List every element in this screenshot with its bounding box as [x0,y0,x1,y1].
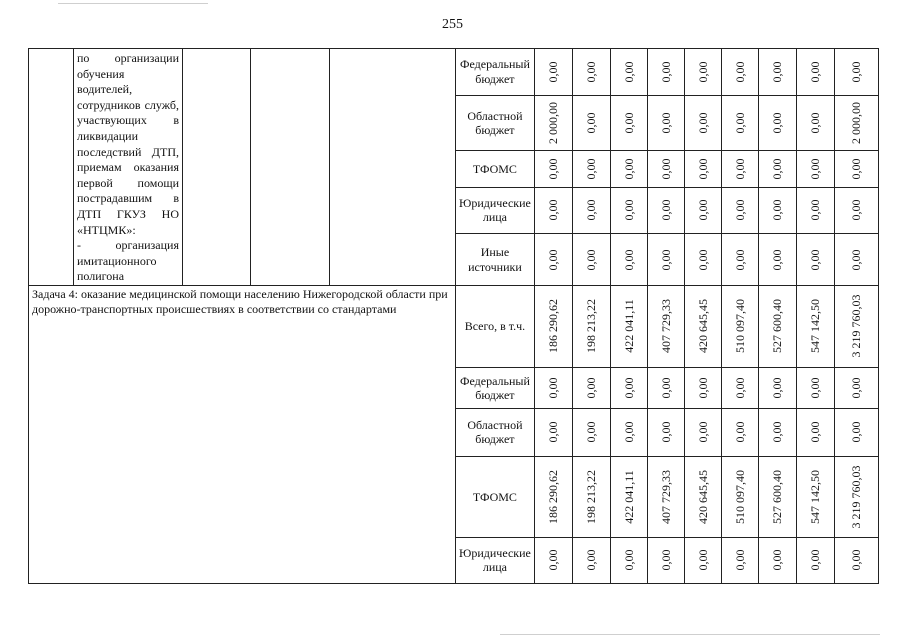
value-text: 0,00 [808,377,823,399]
value-text: 0,00 [770,549,785,571]
value-cell [534,95,572,151]
value-cell [834,367,878,408]
value-text: 407 729,33 [658,469,673,524]
funding-source-cell [456,285,535,367]
funding-source-label: Юридические лица [459,196,531,225]
value-cell [647,187,684,234]
empty-cell [183,49,251,286]
value-cell [834,285,878,367]
value-text: 0,00 [808,112,823,134]
value-text: 422 041,11 [621,470,636,524]
value-cell [721,456,758,537]
value-cell [721,187,758,234]
value-cell [572,49,610,96]
value-cell [758,95,796,151]
value-text: 420 645,45 [695,469,710,524]
value-cell [758,49,796,96]
value-cell [758,456,796,537]
value-cell [721,367,758,408]
funding-source-label: Юридические лица [459,546,531,575]
value-text: 0,00 [849,199,864,221]
value-text: 0,00 [546,421,561,443]
value-cell [758,285,796,367]
value-cell [610,285,647,367]
value-cell [758,367,796,408]
value-text: 0,00 [695,249,710,271]
value-cell [758,187,796,234]
value-text: 422 041,11 [621,299,636,354]
value-text: 0,00 [808,421,823,443]
value-text: 527 600,40 [770,469,785,524]
funding-source-cell [456,187,535,234]
value-cell [721,285,758,367]
value-cell [647,456,684,537]
funding-source-label: Областной бюджет [467,108,523,137]
value-text: 0,00 [621,61,636,83]
value-cell [721,49,758,96]
value-cell [534,537,572,583]
value-cell [572,367,610,408]
value-text: 0,00 [732,199,747,221]
value-text: 0,00 [621,421,636,443]
value-cell [684,95,721,151]
value-cell [610,151,647,187]
funding-source-label: Федеральный бюджет [459,373,530,402]
value-text: 0,00 [584,549,599,571]
value-text: 547 142,50 [808,469,823,524]
value-cell [534,456,572,537]
value-cell [534,367,572,408]
page-number: 255 [442,17,463,32]
table-row [29,49,879,96]
value-text: 3 219 760,03 [849,465,864,529]
value-cell [534,187,572,234]
value-text: 0,00 [808,61,823,83]
value-cell [647,367,684,408]
value-text: 0,00 [770,112,785,134]
value-cell [647,285,684,367]
value-text: 0,00 [770,61,785,83]
value-cell [647,234,684,286]
value-cell [834,456,878,537]
value-text: 0,00 [546,249,561,271]
value-cell [684,537,721,583]
value-cell [758,537,796,583]
value-cell [647,151,684,187]
value-cell [758,151,796,187]
funding-source-cell [456,456,535,537]
value-text: 198 213,22 [584,299,599,354]
value-cell [647,537,684,583]
value-cell [721,151,758,187]
value-cell [572,408,610,456]
value-text: 0,00 [584,377,599,399]
value-text: 510 097,40 [732,299,747,354]
value-text: 0,00 [658,249,673,271]
empty-cell [29,49,74,286]
funding-source-cell [456,537,535,583]
value-cell [721,408,758,456]
value-cell [534,49,572,96]
value-text: 0,00 [658,112,673,134]
value-text: 0,00 [770,421,785,443]
value-text: 2 000,00 [546,101,561,144]
value-cell [834,408,878,456]
value-text: 510 097,40 [732,469,747,524]
value-text: 0,00 [808,158,823,180]
value-cell [834,234,878,286]
value-text: 0,00 [621,377,636,399]
value-cell [572,95,610,151]
value-cell [796,537,834,583]
value-text: 2 000,00 [849,101,864,144]
value-cell [572,285,610,367]
value-text: 0,00 [658,61,673,83]
value-text: 0,00 [732,549,747,571]
value-text: 0,00 [546,377,561,399]
funding-source-cell [456,95,535,151]
value-text: 0,00 [849,549,864,571]
value-text: 0,00 [770,377,785,399]
value-cell [796,151,834,187]
value-text: 0,00 [584,249,599,271]
value-text: 0,00 [849,249,864,271]
empty-cell [330,49,456,286]
value-text: 0,00 [695,549,710,571]
value-cell [684,367,721,408]
value-text: 0,00 [849,158,864,180]
value-text: 0,00 [658,421,673,443]
value-text: 0,00 [770,249,785,271]
value-text: 0,00 [732,249,747,271]
value-cell [534,151,572,187]
value-cell [796,367,834,408]
value-text: 0,00 [808,199,823,221]
value-cell [534,285,572,367]
value-cell [684,151,721,187]
value-cell [534,234,572,286]
value-text: 0,00 [695,421,710,443]
value-cell [610,408,647,456]
value-cell [796,49,834,96]
value-text: 0,00 [732,421,747,443]
value-text: 547 142,50 [808,299,823,354]
value-cell [796,408,834,456]
value-cell [684,49,721,96]
value-text: 0,00 [584,158,599,180]
value-text: 420 645,45 [695,299,710,354]
value-text: 0,00 [584,61,599,83]
value-text: 0,00 [695,199,710,221]
value-cell [684,456,721,537]
funding-source-label: Федеральный бюджет [459,57,530,86]
value-cell [796,187,834,234]
value-text: 0,00 [584,199,599,221]
value-text: 186 290,62 [546,299,561,354]
value-cell [647,49,684,96]
value-cell [684,408,721,456]
value-cell [572,537,610,583]
value-cell [834,537,878,583]
value-text: 0,00 [770,199,785,221]
value-text: 0,00 [695,112,710,134]
value-cell [684,234,721,286]
value-cell [572,456,610,537]
value-cell [721,234,758,286]
value-cell [534,408,572,456]
funding-source-cell [456,367,535,408]
value-cell [572,151,610,187]
value-cell [834,49,878,96]
value-text: 0,00 [546,158,561,180]
value-cell [684,187,721,234]
value-cell [610,234,647,286]
funding-source-label: Иные источники [468,245,522,274]
value-text: 0,00 [658,377,673,399]
budget-table [28,48,879,584]
value-text: 0,00 [546,549,561,571]
value-text: 0,00 [849,377,864,399]
value-cell [796,285,834,367]
value-cell [721,95,758,151]
value-text: 0,00 [621,199,636,221]
value-cell [610,456,647,537]
value-text: 0,00 [546,61,561,83]
value-text: 527 600,40 [770,299,785,354]
value-text: 186 290,62 [546,469,561,524]
value-text: 198 213,22 [584,469,599,524]
value-text: 0,00 [584,421,599,443]
value-cell [758,234,796,286]
value-text: 0,00 [621,158,636,180]
value-cell [684,285,721,367]
value-cell [610,95,647,151]
value-text: 0,00 [658,158,673,180]
funding-source-cell [456,408,535,456]
value-text: 0,00 [849,421,864,443]
funding-source-label: ТФОМС [472,489,517,504]
value-cell [610,367,647,408]
empty-cell [251,49,330,286]
value-text: 0,00 [808,549,823,571]
value-text: 0,00 [732,377,747,399]
value-text: 407 729,33 [658,299,673,354]
value-text: 0,00 [770,158,785,180]
table-row [29,285,879,367]
value-text: 0,00 [546,199,561,221]
value-cell [572,234,610,286]
funding-source-label: ТФОМС [472,161,517,176]
measure-description: по организации обучения водителей, сотрудников служб, участвующих в ликвидации последствий ДТП, приемам оказания первой помощи пострадавшим в ДТП ГКУЗ НО «НТЦМК»: - организация имитационного полигона [74,49,183,286]
value-cell [758,408,796,456]
value-cell [834,187,878,234]
value-text: 0,00 [621,112,636,134]
value-text: 0,00 [695,158,710,180]
value-text: 0,00 [584,112,599,134]
funding-source-cell [456,49,535,96]
value-cell [796,456,834,537]
value-cell [796,234,834,286]
value-text: 0,00 [695,377,710,399]
funding-source-label: Областной бюджет [467,418,523,447]
value-cell [796,95,834,151]
value-cell [610,49,647,96]
value-text: 0,00 [732,158,747,180]
value-cell [647,408,684,456]
value-text: 3 219 760,03 [849,294,864,358]
value-cell [834,151,878,187]
value-cell [610,537,647,583]
value-text: 0,00 [849,61,864,83]
value-text: 0,00 [808,249,823,271]
value-text: 0,00 [621,249,636,271]
value-text: 0,00 [695,61,710,83]
value-cell [610,187,647,234]
value-text: 0,00 [658,199,673,221]
value-text: 0,00 [732,61,747,83]
value-cell [647,95,684,151]
task-description: Задача 4: оказание медицинской помощи населению Нижегородской области при дорожно-транспортных происшествиях в соответствии со стандартами [29,285,456,583]
value-text: 0,00 [658,549,673,571]
value-cell [572,187,610,234]
value-cell [721,537,758,583]
funding-source-label: Всего, в т.ч. [464,319,526,334]
value-text: 0,00 [732,112,747,134]
value-cell [834,95,878,151]
value-text: 0,00 [621,549,636,571]
funding-source-cell [456,234,535,286]
funding-source-cell [456,151,535,187]
